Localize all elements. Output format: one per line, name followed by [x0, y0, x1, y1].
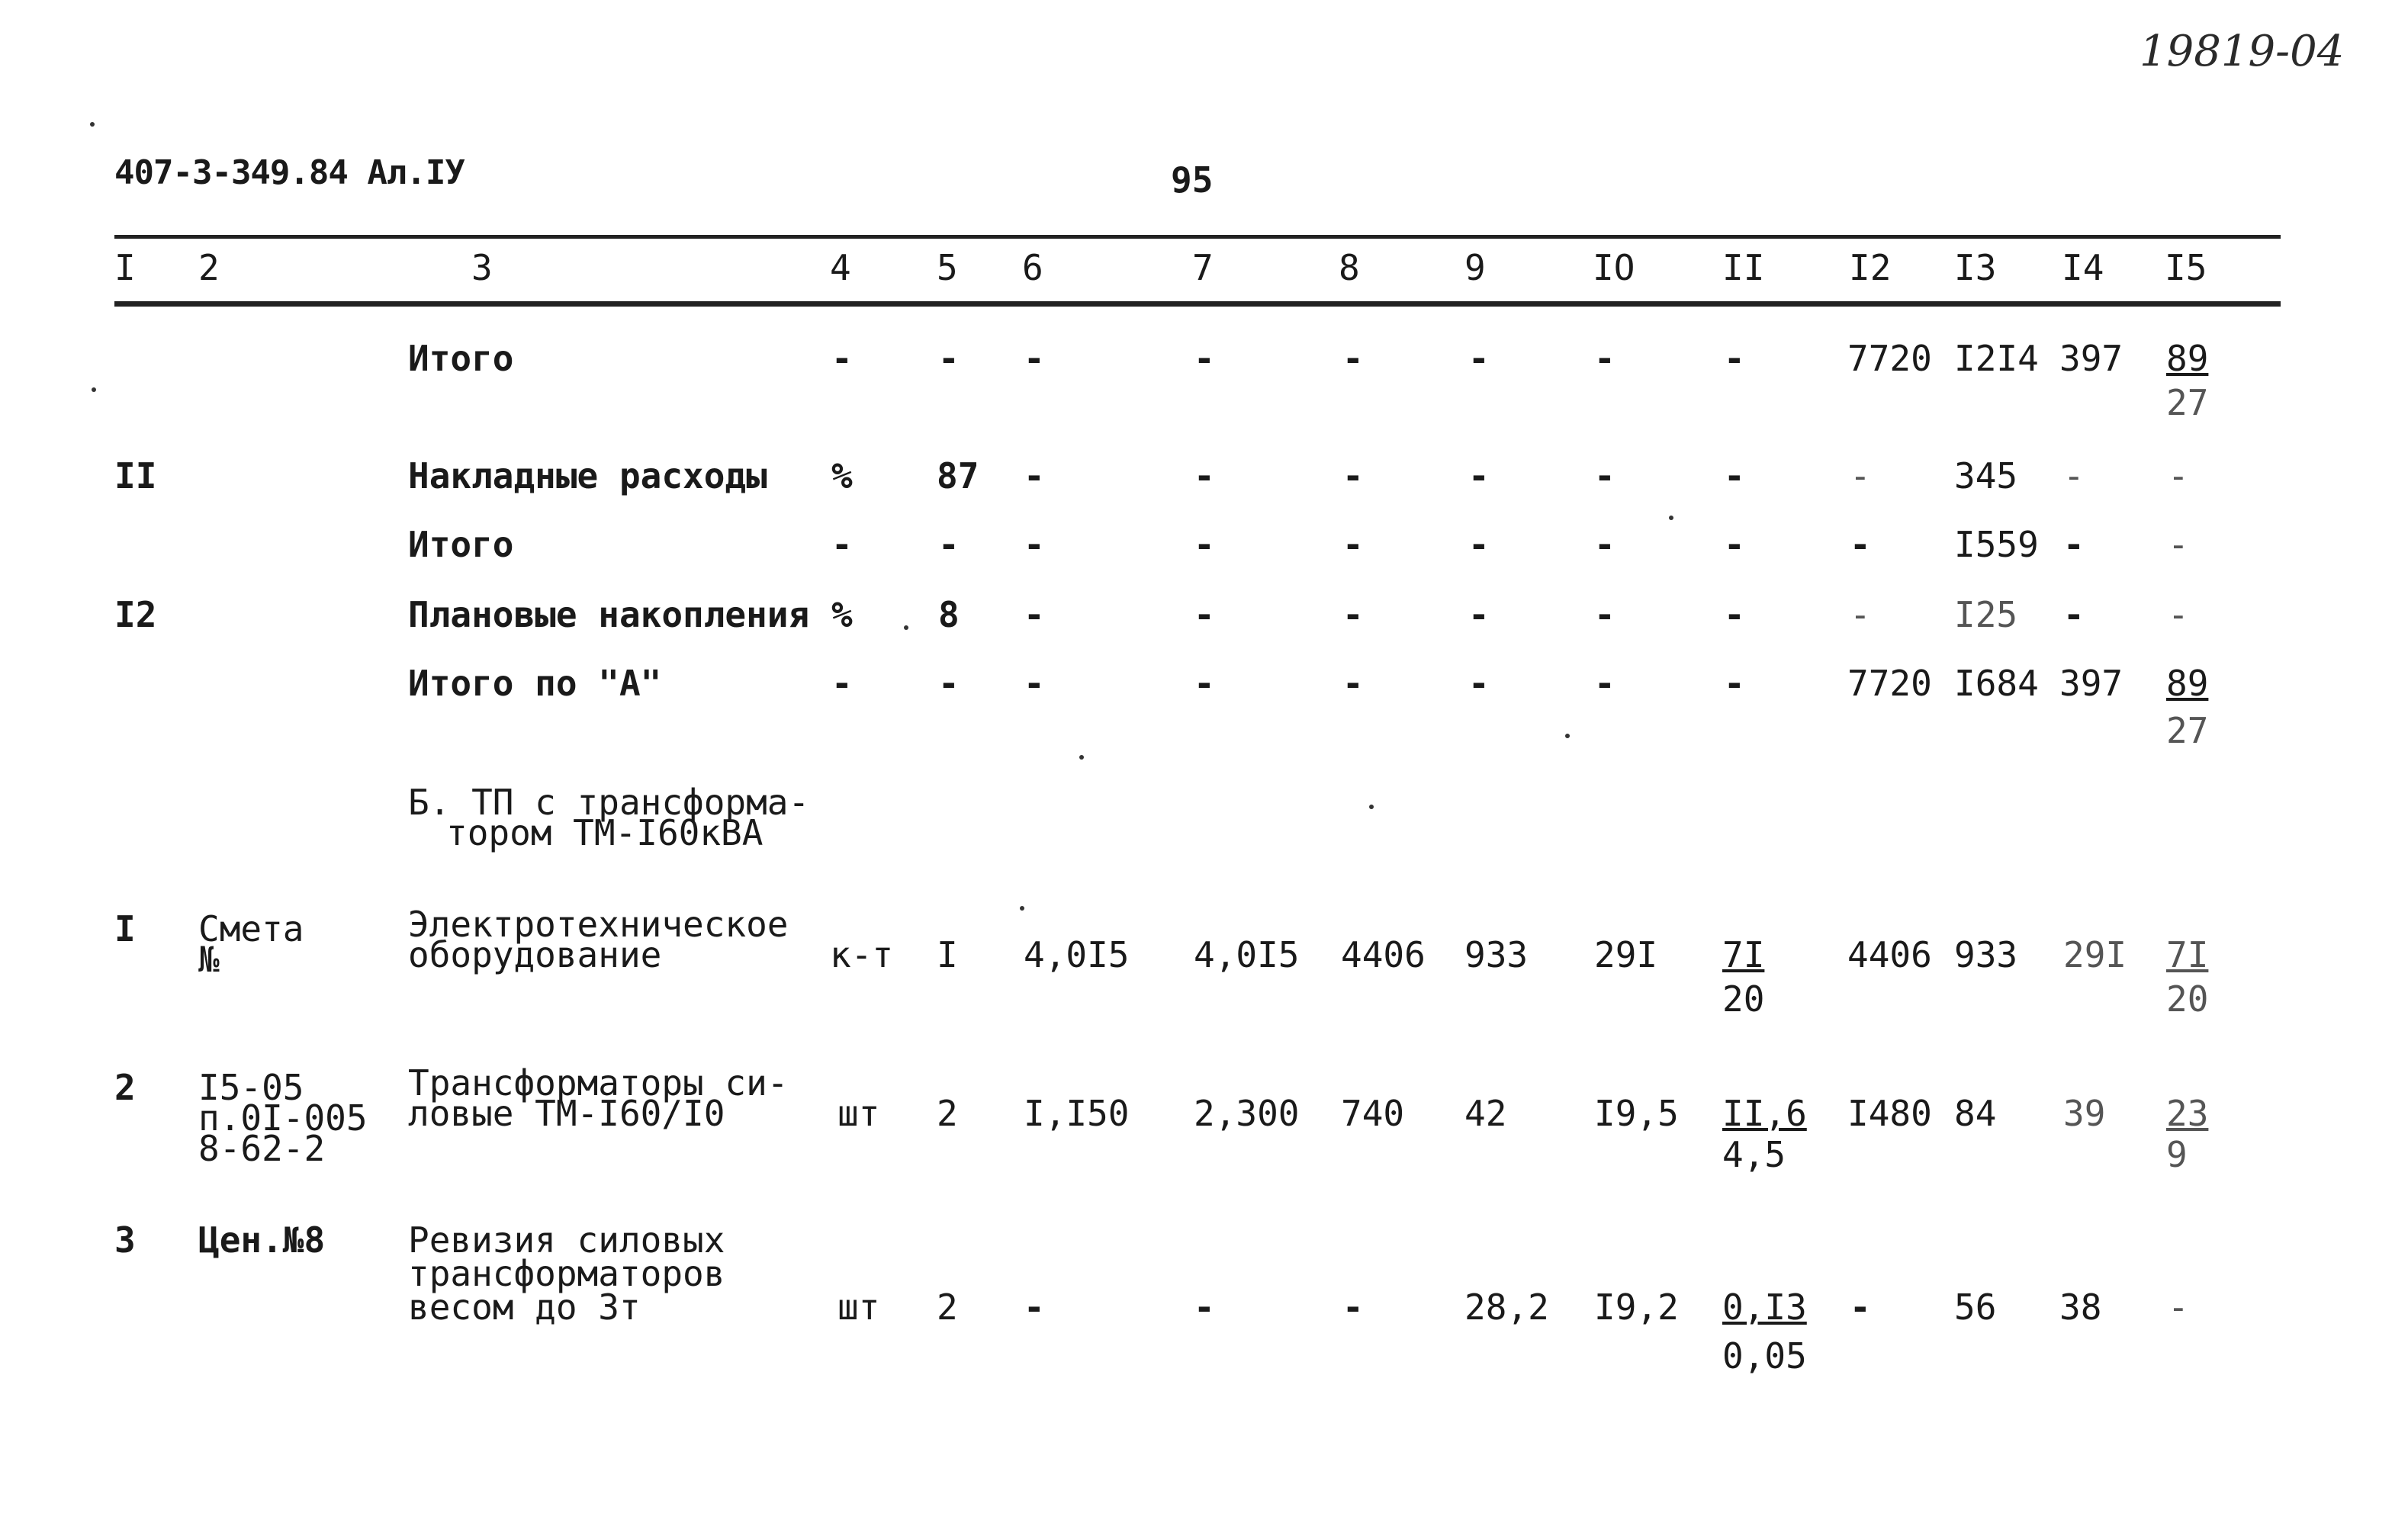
cell-fraction-top: 89	[2166, 663, 2209, 704]
cell-value: 4,0I5	[1194, 934, 1300, 975]
cell-dash: -	[2168, 455, 2189, 496]
row-label: Итого	[408, 524, 514, 565]
cell-dash: -	[1594, 663, 1616, 704]
cell-fraction-bottom: 9	[2166, 1134, 2188, 1175]
cell-dash: -	[1724, 455, 1745, 496]
cell-value: 4406	[1847, 934, 1932, 975]
cell-value: 7720	[1847, 663, 1932, 704]
column-header: 5	[937, 247, 958, 288]
cell-value: 38	[2059, 1287, 2102, 1328]
cell-dash: -	[1724, 663, 1745, 704]
cell-dash: -	[831, 338, 853, 379]
cell-value: 84	[1954, 1093, 1997, 1134]
cell-dash: -	[1342, 594, 1364, 635]
cell-value: 87	[937, 455, 979, 496]
row-label: Плановые накопления	[408, 594, 810, 635]
header-rule-bottom	[114, 301, 2281, 307]
scan-speck	[1020, 906, 1024, 911]
source-reference: п.0I-005	[198, 1097, 368, 1139]
header-rule-top	[114, 235, 2281, 239]
cell-dash: -	[1468, 455, 1490, 496]
column-header: I4	[2062, 247, 2104, 288]
row-number: II	[114, 455, 157, 496]
column-header: I	[114, 247, 136, 288]
cell-value: 28,2	[1464, 1287, 1549, 1328]
cell-unit: шт	[837, 1287, 880, 1328]
cell-value: I,I50	[1024, 1093, 1130, 1134]
cell-dash: -	[2063, 524, 2085, 565]
cell-dash: -	[1594, 594, 1616, 635]
cell-unit: к-т	[830, 934, 894, 975]
cell-dash: -	[1194, 338, 1215, 379]
cell-value: 2,300	[1194, 1093, 1300, 1134]
source-reference: Цен.№8	[198, 1219, 326, 1261]
column-header: 4	[830, 247, 851, 288]
cell-fraction-top: 0,I3	[1722, 1287, 1807, 1328]
cell-fraction-top: 7I	[1722, 934, 1765, 975]
archive-number: 19819-04	[2140, 27, 2345, 76]
row-label: Накладные расходы	[408, 455, 767, 496]
section-title-line: тором ТМ-I60кВА	[446, 812, 764, 853]
cell-value: 56	[1954, 1287, 1997, 1328]
cell-value: 345	[1954, 455, 2018, 496]
cell-value: I559	[1954, 524, 2039, 565]
scan-speck	[1079, 755, 1084, 760]
cell-dash: -	[1024, 455, 1045, 496]
cell-value: 42	[1464, 1093, 1507, 1134]
page-number: 95	[1171, 159, 1214, 201]
cell-value: 2	[937, 1287, 958, 1328]
cell-value: 933	[1464, 934, 1529, 975]
source-reference: №	[198, 939, 220, 980]
item-name-line: Ревизия силовых	[408, 1219, 725, 1261]
cell-value: I9,5	[1594, 1093, 1679, 1134]
cell-value: 397	[2059, 338, 2123, 379]
cell-value: 29I	[2063, 934, 2127, 975]
cell-dash: -	[1724, 524, 1745, 565]
cell-dash: -	[831, 663, 853, 704]
cell-dash: -	[1194, 663, 1215, 704]
item-name-line: оборудование	[408, 934, 662, 975]
cell-fraction-bottom: 20	[2166, 978, 2209, 1020]
cell-dash: -	[1850, 455, 1871, 496]
row-label: Итого по "А"	[408, 663, 662, 704]
cell-unit: %	[831, 594, 853, 635]
column-header: 9	[1464, 247, 1486, 288]
cell-dash: -	[2168, 1287, 2189, 1328]
scan-speck	[904, 625, 908, 630]
column-header: 6	[1022, 247, 1043, 288]
column-header: 8	[1339, 247, 1360, 288]
cell-dash: -	[2168, 524, 2189, 565]
item-name-line: весом до 3т	[408, 1287, 641, 1328]
cell-value: I9,2	[1594, 1287, 1679, 1328]
row-label: Итого	[408, 338, 514, 379]
cell-fraction-top: 7I	[2166, 934, 2209, 975]
row-number: 2	[114, 1067, 136, 1108]
column-header: 3	[471, 247, 493, 288]
item-name-line: Электротехническое	[408, 904, 789, 945]
column-header: 2	[198, 247, 220, 288]
cell-dash: -	[1850, 524, 1871, 565]
cell-dash: -	[1342, 338, 1364, 379]
column-header: 7	[1192, 247, 1214, 288]
cell-fraction-bottom: 4,5	[1722, 1134, 1786, 1175]
cell-value: 29I	[1594, 934, 1658, 975]
cell-dash: -	[1468, 338, 1490, 379]
cell-dash: -	[938, 524, 960, 565]
row-number: I	[114, 908, 136, 949]
column-header: I5	[2165, 247, 2207, 288]
scan-speck	[90, 122, 95, 127]
cell-dash: -	[1594, 524, 1616, 565]
row-number: 3	[114, 1219, 136, 1261]
cell-dash: -	[1850, 1287, 1871, 1328]
cell-value: 740	[1341, 1093, 1405, 1134]
cell-dash: -	[938, 663, 960, 704]
scan-speck	[1565, 734, 1570, 738]
cell-value: 397	[2059, 663, 2123, 704]
cell-dash: -	[1024, 594, 1045, 635]
cell-fraction-bottom: 0,05	[1722, 1335, 1807, 1377]
scan-speck	[1669, 516, 1673, 520]
cell-fraction-bottom: 27	[2166, 382, 2209, 423]
cell-value: I2I4	[1954, 338, 2039, 379]
cell-dash: -	[1850, 594, 1871, 635]
cell-dash: -	[1468, 594, 1490, 635]
cell-dash: -	[1194, 524, 1215, 565]
cell-dash: -	[1468, 524, 1490, 565]
scan-speck	[92, 387, 96, 392]
cell-fraction-top: II,6	[1722, 1093, 1807, 1134]
cell-unit: шт	[837, 1093, 880, 1134]
cell-fraction-top: 23	[2166, 1093, 2209, 1134]
cell-value: 4406	[1341, 934, 1426, 975]
cell-dash: -	[2063, 594, 2085, 635]
cell-value: I25	[1954, 594, 2018, 635]
cell-dash: -	[1194, 594, 1215, 635]
item-name-line: трансформаторов	[408, 1253, 725, 1294]
cell-value: 8	[938, 594, 960, 635]
column-header: IO	[1593, 247, 1635, 288]
cell-fraction-bottom: 27	[2166, 710, 2209, 751]
item-name-line: ловые ТМ-I60/I0	[408, 1093, 725, 1134]
cell-value: 7720	[1847, 338, 1932, 379]
column-header: II	[1722, 247, 1765, 288]
source-reference: 8-62-2	[198, 1128, 326, 1169]
source-reference: Смета	[198, 908, 304, 949]
cell-dash: -	[831, 524, 853, 565]
cell-value: 2	[937, 1093, 958, 1134]
cell-fraction-bottom: 20	[1722, 978, 1765, 1020]
cell-dash: -	[1194, 455, 1215, 496]
cell-dash: -	[938, 338, 960, 379]
cell-dash: -	[1024, 524, 1045, 565]
column-header: I3	[1954, 247, 1997, 288]
cell-dash: -	[1342, 663, 1364, 704]
section-title-line: Б. ТП с трансформа-	[408, 782, 810, 823]
cell-fraction-top: 89	[2166, 338, 2209, 379]
document-code: 407-3-349.84 Ал.IУ	[114, 153, 465, 192]
cell-dash: -	[1724, 338, 1745, 379]
source-reference: I5-05	[198, 1067, 304, 1108]
cell-dash: -	[1594, 338, 1616, 379]
cell-dash: -	[1724, 594, 1745, 635]
cell-dash: -	[1024, 338, 1045, 379]
cell-value: I480	[1847, 1093, 1932, 1134]
scan-speck	[1369, 805, 1374, 809]
cell-dash: -	[2063, 455, 2085, 496]
cell-value: 4,0I5	[1024, 934, 1130, 975]
cell-dash: -	[1024, 663, 1045, 704]
cell-value: I	[937, 934, 958, 975]
cell-value: 39	[2063, 1093, 2106, 1134]
cell-dash: -	[1194, 1287, 1215, 1328]
cell-dash: -	[1342, 455, 1364, 496]
cell-dash: -	[2168, 594, 2189, 635]
cell-value: I684	[1954, 663, 2039, 704]
cell-dash: -	[1594, 455, 1616, 496]
row-number: I2	[114, 594, 157, 635]
cell-unit: %	[831, 455, 853, 496]
cell-dash: -	[1342, 524, 1364, 565]
cell-dash: -	[1468, 663, 1490, 704]
cell-dash: -	[1024, 1287, 1045, 1328]
cell-value: 933	[1954, 934, 2018, 975]
cell-dash: -	[1342, 1287, 1364, 1328]
item-name-line: Трансформаторы си-	[408, 1062, 789, 1104]
column-header: I2	[1849, 247, 1892, 288]
